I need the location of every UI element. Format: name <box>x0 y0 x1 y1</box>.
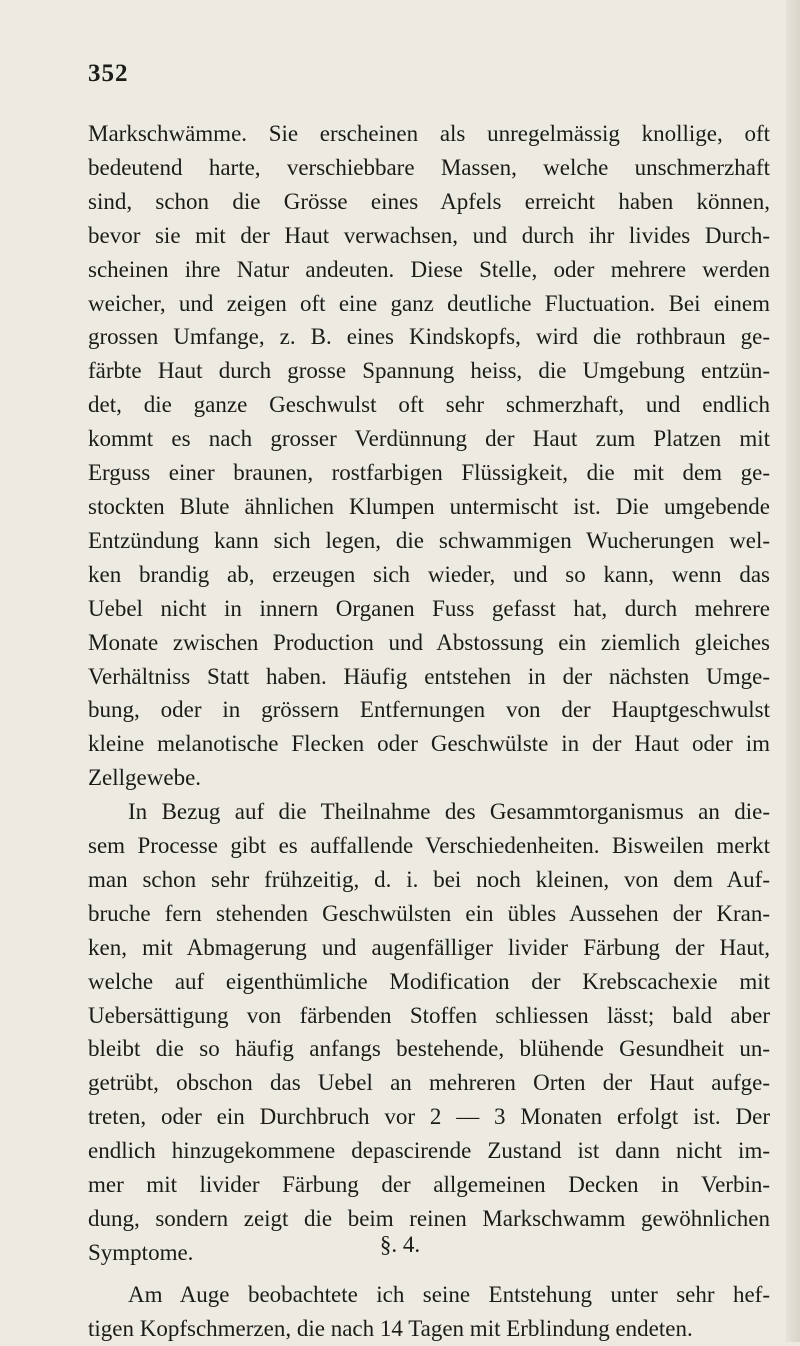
text-line: grossen Umfange, z. B. eines Kindskopfs, wird die rothbraun ge- <box>88 324 770 350</box>
text-line: Erguss einer braunen, rostfarbigen Flüssigkeit, die mit dem ge- <box>88 460 770 486</box>
text-line: Monate zwischen Production und Abstossung ein ziemlich gleiches <box>88 629 770 655</box>
text-line: welche auf eigenthümliche Modification der Krebscachexie mit <box>88 968 770 994</box>
text-line: Symptome. <box>88 1239 194 1265</box>
text-line: kommt es nach grosser Verdünnung der Haut zum Platzen mit <box>88 426 770 452</box>
text-line: Markschwämme. Sie erscheinen als unregelmässig knollige, oft <box>88 121 770 146</box>
text-line: kleine melanotische Flecken oder Geschwülste in der Haut oder im <box>88 731 770 757</box>
text-line: bruche fern stehenden Geschwülsten ein übles Aussehen der Kran- <box>88 900 770 926</box>
text-line: Entzündung kann sich legen, die schwammigen Wucherungen wel- <box>88 527 770 553</box>
text-line: färbte Haut durch grosse Spannung heiss, die Umgebung entzün- <box>88 358 770 384</box>
text-line: getrübt, obschon das Uebel an mehreren Orten der Haut aufge- <box>88 1070 770 1096</box>
text-line: dung, sondern zeigt die beim reinen Markschwamm gewöhnlichen <box>88 1206 770 1231</box>
page-edge-shadow <box>786 0 800 1342</box>
text-line: In Bezug auf die Theilnahme des Gesammtorganismus an die- <box>128 799 770 825</box>
text-line: sem Processe gibt es auffallende Verschiedenheiten. Bisweilen merkt <box>88 833 770 859</box>
text-line: bedeutend harte, verschiebbare Massen, welche unschmerzhaft <box>88 154 770 180</box>
section-heading: §. 4. <box>379 1232 421 1257</box>
text-line: det, die ganze Geschwulst oft sehr schmerzhaft, und endlich <box>88 392 770 418</box>
text-line: ken brandig ab, erzeugen sich wieder, und so kann, wenn das <box>88 561 770 587</box>
paragraph-2 <box>88 795 770 1270</box>
text-line: Verhältniss Statt haben. Häufig entstehen in der nächsten Umge- <box>88 663 770 689</box>
text-line: man schon sehr frühzeitig, d. i. bei noch kleinen, von dem Auf- <box>88 866 770 892</box>
text-line: Am Auge beobachtete ich seine Entstehung unter sehr hef- <box>128 1282 770 1307</box>
text-line: Uebersättigung von färbenden Stoffen schliessen lässt; bald aber <box>88 1002 770 1028</box>
text-line: ken, mit Abmagerung und augenfälliger livider Färbung der Haut, <box>88 934 770 960</box>
text-line: tigen Kopfschmerzen, die nach 14 Tagen mit Erblindung endeten. <box>88 1315 693 1341</box>
text-line: Uebel nicht in innern Organen Fuss gefasst hat, durch mehrere <box>88 595 770 621</box>
text-line: scheinen ihre Natur andeuten. Diese Stelle, oder mehrere werden <box>88 256 770 282</box>
text-line: sind, schon die Grösse eines Apfels erreicht haben können, <box>88 188 770 214</box>
text-line: bevor sie mit der Haut verwachsen, und durch ihr livides Durch- <box>88 222 770 248</box>
text-line: stockten Blute ähnlichen Klumpen untermischt ist. Die umgebende <box>88 493 770 519</box>
text-line: weicher, und zeigen oft eine ganz deutliche Fluctuation. Bei einem <box>88 290 770 316</box>
main-text-block <box>88 117 770 1270</box>
text-line: endlich hinzugekommene depascirende Zustand ist dann nicht im- <box>88 1138 770 1164</box>
text-line: treten, oder ein Durchbruch vor 2 — 3 Monaten erfolgt ist. Der <box>88 1104 770 1130</box>
text-line: mer mit livider Färbung der allgemeinen Decken in Verbin- <box>88 1172 770 1198</box>
paragraph-3 <box>88 1278 770 1346</box>
page-number: 352 <box>88 60 129 87</box>
text-line: bleibt die so häufig anfangs bestehende, blühende Gesundheit un- <box>88 1036 770 1062</box>
paragraph-1 <box>88 117 770 795</box>
text-line: bung, oder in grössern Entfernungen von der Hauptgeschwulst <box>88 697 770 723</box>
text-line: Zellgewebe. <box>88 765 202 791</box>
